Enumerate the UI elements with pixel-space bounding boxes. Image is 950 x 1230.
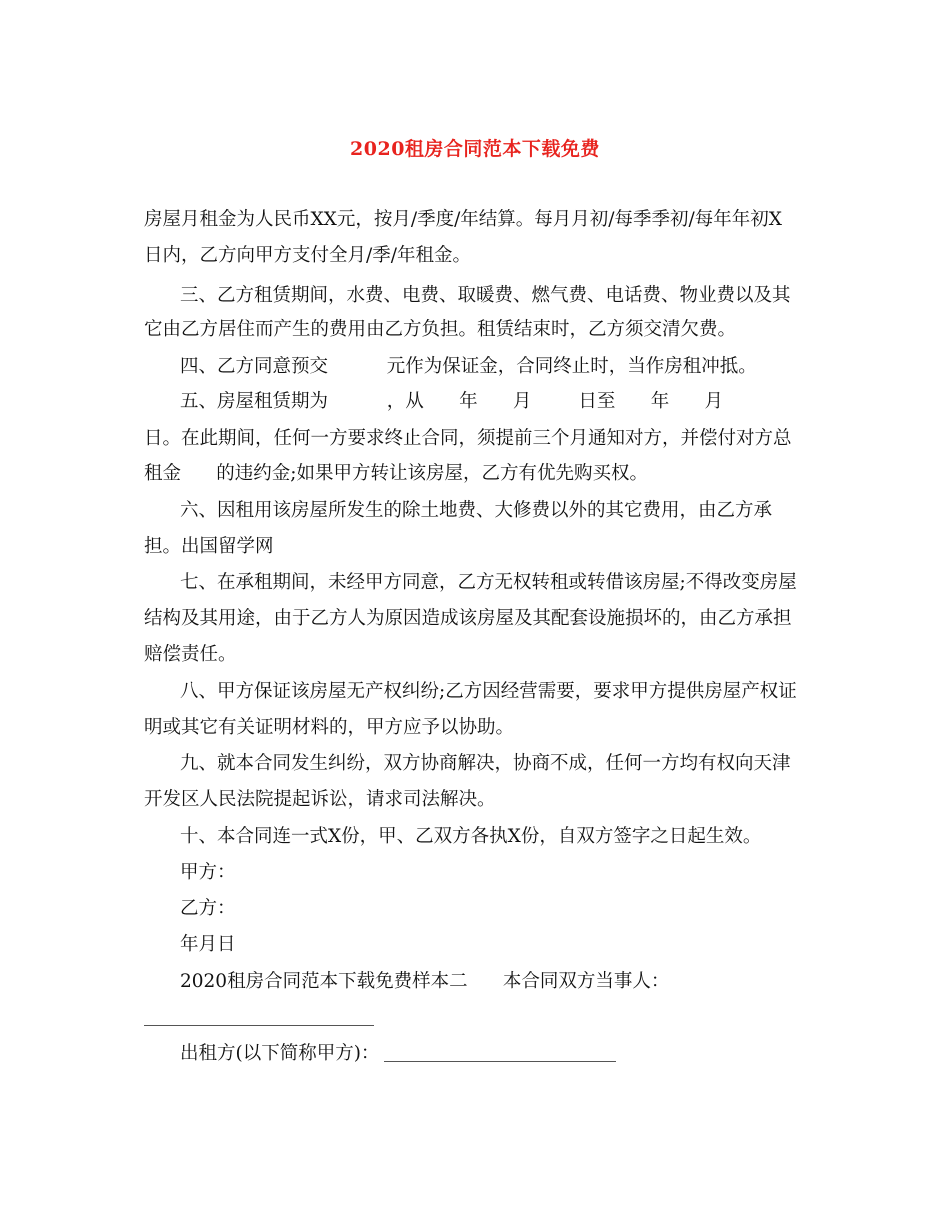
signature-date: 年月日 — [180, 934, 236, 955]
sample-two-heading: 2020租房合同范本下载免费样本二 本合同双方当事人： — [180, 971, 670, 992]
paragraph-line: 租金 的违约金;如果甲方转让该房屋，乙方有优先购买权。 — [144, 463, 649, 484]
paragraph-line: 日。在此期间，任何一方要求终止合同，须提前三个月通知对方，并偿付对方总 — [144, 428, 792, 449]
paragraph-line: 五、房屋租赁期为 ，从 年 月 日至 年 月 — [180, 391, 723, 412]
paragraph-line: 担。出国留学网 — [144, 536, 274, 557]
signature-party-b: 乙方： — [180, 898, 236, 919]
paragraph-line: 十、本合同连一式X份，甲、乙双方各执X份，自双方签字之日起生效。 — [180, 826, 762, 847]
paragraph-line: 结构及其用途，由于乙方人为原因造成该房屋及其配套设施损坏的，由乙方承担 — [144, 608, 792, 629]
signature-party-a: 甲方： — [180, 862, 236, 883]
paragraph-line: 房屋月租金为人民币XX元，按月/季度/年结算。每月月初/每季季初/每年年初X — [144, 209, 782, 230]
paragraph-line: 八、甲方保证该房屋无产权纠纷;乙方因经营需要，要求甲方提供房屋产权证 — [180, 681, 797, 702]
document-title: 2020租房合同范本下载免费 — [350, 138, 600, 160]
lessor-blank-underline — [384, 1061, 616, 1062]
paragraph-line: 开发区人民法院提起诉讼，请求司法解决。 — [144, 789, 496, 810]
paragraph-line: 日内，乙方向甲方支付全月/季/年租金。 — [144, 245, 471, 266]
paragraph-line: 七、在承租期间，未经甲方同意，乙方无权转租或转借该房屋;不得改变房屋 — [180, 572, 797, 593]
paragraph-line: 三、乙方租赁期间，水费、电费、取暖费、燃气费、电话费、物业费以及其 — [180, 285, 791, 306]
paragraph-line: 九、就本合同发生纠纷，双方协商解决，协商不成，任何一方均有权向天津 — [180, 753, 791, 774]
lessor-label: 出租方(以下简称甲方)： — [180, 1043, 380, 1064]
paragraph-line: 它由乙方居住而产生的费用由乙方负担。租赁结束时，乙方须交清欠费。 — [144, 319, 737, 340]
paragraph-line: 明或其它有关证明材料的，甲方应予以协助。 — [144, 717, 515, 738]
paragraph-line: 六、因租用该房屋所发生的除土地费、大修费以外的其它费用，由乙方承 — [180, 500, 773, 521]
paragraph-line: 赔偿责任。 — [144, 644, 237, 665]
paragraph-line: 四、乙方同意预交 元作为保证金，合同终止时，当作房租冲抵。 — [180, 356, 757, 377]
blank-underline — [144, 1025, 374, 1026]
